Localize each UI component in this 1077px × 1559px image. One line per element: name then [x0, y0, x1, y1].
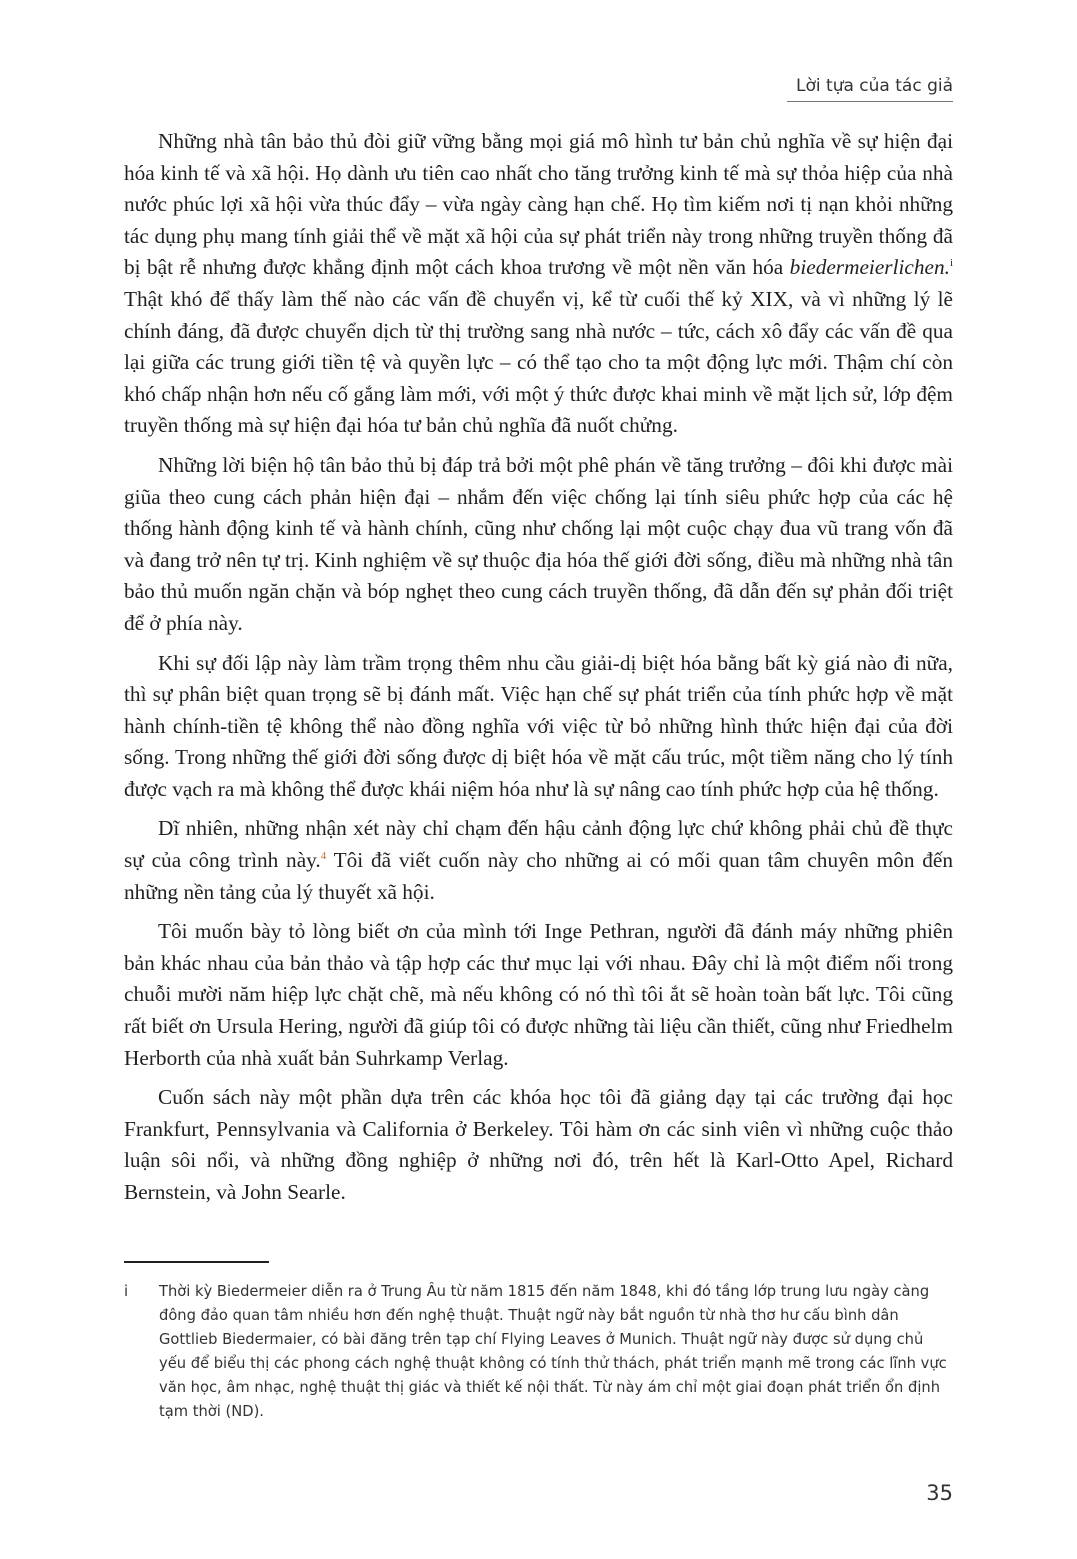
- paragraph-1: [124, 126, 953, 442]
- body-text: [124, 126, 953, 1217]
- paragraph-4-text-b: Tôi đã viết cuốn này cho những ai có mối quan tâm chuyên môn đến những nền tảng của lý thuyết xã hội.: [124, 848, 953, 904]
- paragraph-1-text-b: Thật khó để thấy làm thế nào các vấn đề chuyển vị, kể từ cuối thế kỷ XIX, và vì những lý lẽ chính đáng, đã được chuyển dịch từ thị trường sang nhà nước – tức, cách xô đẩy các vấn đề qua lại giữa các trung giới tiền tệ và quyền lực – có thể tạo cho ta một động lực mới. Thậm chí còn khó chấp nhận hơn nếu cố gắng làm mới, với một ý thức được khai minh về mặt lịch sử, lớp đệm truyền thống mà sự hiện đại hóa tư bản chủ nghĩa đã nuốt chửng.: [124, 286, 953, 438]
- paragraph-1-italic-term: biedermeierlichen.: [789, 255, 950, 280]
- footnote-marker: i: [124, 1283, 129, 1300]
- page-number: 35: [926, 1481, 953, 1505]
- running-header: Lời tựa của tác giả: [796, 76, 953, 96]
- paragraph-5: Tôi muốn bày tỏ lòng biết ơn của mình tới Inge Pethran, người đã đánh máy những phiên bản khác nhau của bản thảo và tập hợp các thư mục lại với nhau. Đây chỉ là một điểm nối trong chuỗi mười năm hiệp lực chặt chẽ, mà nếu không có nó thì tôi ắt sẽ hoàn toàn bất lực. Tôi cũng rất biết ơn Ursula Hering, người đã giúp tôi có được những tài liệu cần thiết, cũng như Friedhelm Herborth của nhà xuất bản Suhrkamp Verlag.: [124, 919, 953, 1070]
- footnote-ref-i: i: [949, 257, 953, 270]
- paragraph-4-text-a: Dĩ nhiên, những nhận xét này chỉ chạm đến hậu cảnh động lực chứ không phải chủ đề thực sự của công trình này.: [124, 816, 953, 873]
- paragraph-4: [124, 813, 953, 908]
- footnote-ref-4: 4: [320, 849, 327, 862]
- footnote-text: Thời kỳ Biedermeier diễn ra ở Trung Âu từ năm 1815 đến năm 1848, khi đó tầng lớp trung lưu ngày càng đông đảo quan tâm nhiều hơn đến nghệ thuật. Thuật ngữ này bắt nguồn từ nhà thơ hư cấu bình dân Gottlieb Biedermaier, có bài đăng trên tạp chí Flying Leaves ở Munich. Thuật ngữ này được sử dụng chủ yếu để biểu thị các phong cách nghệ thuật không có tính thử thách, phát triển mạnh mẽ trong các lĩnh vực văn học, âm nhạc, nghệ thuật thị giác và thiết kế nội thất. Từ này ám chỉ một giai đoạn phát triển ổn định tạm thời (ND).: [159, 1283, 947, 1420]
- paragraph-3: Khi sự đối lập này làm trầm trọng thêm nhu cầu giải-dị biệt hóa bằng bất kỳ giá nào đi nữa, thì sự phân biệt quan trọng sẽ bị đánh mất. Việc hạn chế sự phát triển của tính phức hợp về mặt hành chính-tiền tệ không thể nào đồng nghĩa với việc từ bỏ những hình thức hiện đại của đời sống. Trong những thế giới đời sống được dị biệt hóa về mặt cấu trúc, một tiềm năng cho lý tính được vạch ra mà không thể được khái niệm hóa như là sự nâng cao tính phức hợp của hệ thống.: [124, 650, 953, 801]
- footnote-i: [124, 1280, 953, 1424]
- footnote-separator: [124, 1261, 269, 1263]
- paragraph-6: Cuốn sách này một phần dựa trên các khóa học tôi đã giảng dạy tại các trường đại học Frankfurt, Pennsylvania và California ở Berkeley. Tôi hàm ơn các sinh viên vì những cuộc thảo luận sôi nổi, và những đồng nghiệp ở những nơi đó, trên hết là Karl-Otto Apel, Richard Bernstein, và John Searle.: [124, 1085, 953, 1204]
- header-rule: [787, 101, 953, 102]
- paragraph-1-text-a: Những nhà tân bảo thủ đòi giữ vững bằng mọi giá mô hình tư bản chủ nghĩa về sự hiện đại hóa kinh tế và xã hội. Họ dành ưu tiên cao nhất cho tăng trưởng kinh tế mà sự thỏa hiệp của nhà nước phúc lợi xã hội vừa thúc đẩy – vừa ngày càng hạn chế. Họ tìm kiếm nơi tị nạn khỏi những tác dụng phụ mang tính giải thể về mặt xã hội của sự phát triển này trong những truyền thống đã bị bật rễ nhưng được khẳng định một cách khoa trương về một nền văn hóa: [124, 129, 953, 280]
- paragraph-2: Những lời biện hộ tân bảo thủ bị đáp trả bởi một phê phán về tăng trưởng – đôi khi được mài giũa theo cung cách phản hiện đại – nhắm đến việc chống lại tính siêu phức hợp của các hệ thống hành động kinh tế và hành chính, cũng như chống lại một cuộc chạy đua vũ trang vốn đã và đang trở nên tự trị. Kinh nghiệm về sự thuộc địa hóa thế giới đời sống, điều mà những nhà tân bảo thủ muốn ngăn chặn và bóp nghẹt theo cung cách truyền thống, đã dẫn đến sự phản đối triệt để ở phía này.: [124, 452, 953, 635]
